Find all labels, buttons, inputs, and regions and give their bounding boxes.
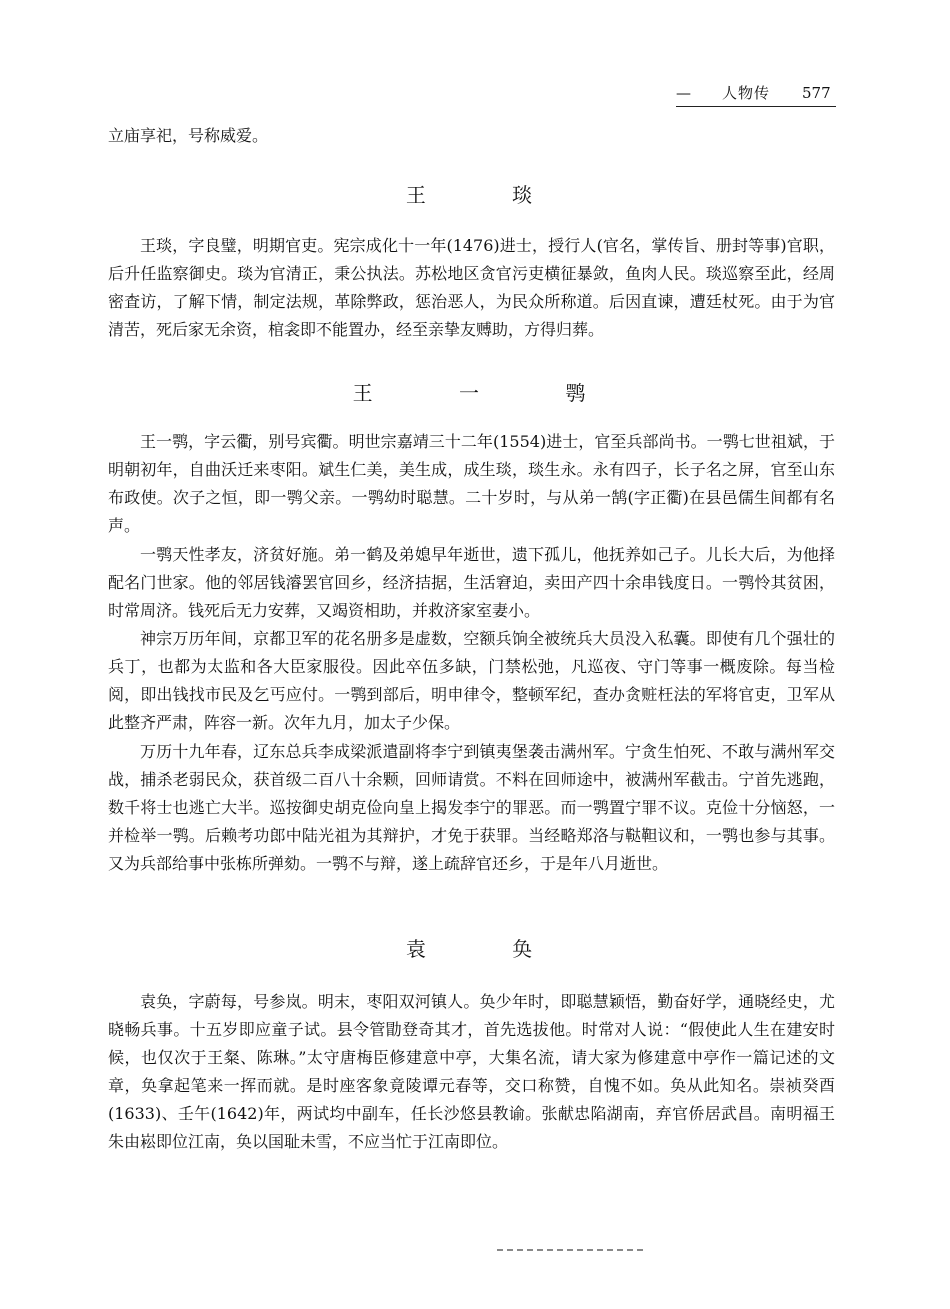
- continued-text: 立庙享祀，号称威爱。: [108, 126, 269, 145]
- section-name: 人物传: [722, 84, 771, 102]
- paragraph: 万历十九年春，辽东总兵李成梁派遣副将李宁到镇夷堡袭击满州军。宁贪生怕死、不敢与满州军交战，捕杀老弱民众，获首级二百八十余颗，回师请赏。不料在回师途中，被满州军截击。宁首先逃跑，数千将士也逃亡大半。巡按御史胡克俭向皇上揭发李宁的罪恶。而一鹗置宁罪不议。克俭十分恼怒，一并检举一鹗。后赖考功郎中陆光祖为其辩护，才免于获罪。当经略郑洛与鞑靼议和，一鹗也参与其事。又为兵部给事中张栋所弹劾。一鹗不与辩，遂上疏辞官还乡，于是年八月逝世。: [108, 742, 835, 873]
- paragraph: 王琰，字良璧，明期官吏。宪宗成化十一年(1476)进士，授行人(官名，掌传旨、册封等事)官职，后升任监察御史。琰为官清正，秉公执法。苏松地区贪官污吏横征暴敛，鱼肉人民。琰巡察至此，经周密査访，了解下情，制定法规，革除弊政，惩治恶人，为民众所称道。后因直谏，遭廷杖死。由于为官清苦，死后家无余资，棺衾即不能置办，经至亲挚友赙助，方得归葬。: [108, 236, 835, 339]
- page-number: 577: [802, 84, 831, 102]
- section-title-yuan-huan: 袁 奂: [405, 937, 573, 961]
- paragraph: 王一鹗，字云衢，别号宾衢。明世宗嘉靖三十二年(1554)进士，官至兵部尚书。一鹗七世祖斌，于明朝初年，自曲沃迁来枣阳。斌生仁美，美生成，成生琰，琰生永。永有四子，长子名之屏，官至山东布政使。次子之恒，即一鹗父亲。一鹗幼时聪慧。二十岁时，与从弟一鹄(字正衢)在县邑儒生间都有名声。: [108, 432, 835, 535]
- section-title-wang-yan: 王 琰: [405, 183, 573, 207]
- running-header: [676, 80, 836, 107]
- paragraph: 袁奂，字蔚每，号参岚。明末，枣阳双河镇人。奂少年时，即聪慧颖悟，勤奋好学，通晓经史，尤晓畅兵事。十五岁即应童子试。县令管勖登奇其才，首先选拔他。时常对人说：“假使此人生在建安时候，也仅次于王粲、陈琳。”太守唐梅臣修建意中亭，大集名流，请大家为修建意中亭作一篇记述的文章，奂拿起笔来一挥而就。是时座客象竟陵谭元春等，交口称赞，自愧不如。奂从此知名。崇祯癸酉(1633)、壬午(1642)年，两试均中副车，任长沙悠县教谕。张献忠陷湖南，弃官侨居武昌。南明福王朱由崧即位江南，奂以国耻未雪，不应当忙于江南即位。: [108, 992, 835, 1151]
- paragraph: 一鹗天性孝友，济贫好施。弟一鹤及弟媳早年逝世，遗下孤儿，他抚养如己子。儿长大后，为他择配名门世家。他的邻居钱濬罢官回乡，经济拮据，生活窘迫，卖田产四十余串钱度日。一鹗怜其贫困，时常周济。钱死后无力安葬，又竭资相助，并救济家室妻小。: [108, 545, 835, 620]
- header-dash: —: [676, 84, 691, 102]
- paragraph: 神宗万历年间，京都卫军的花名册多是虚数，空额兵饷全被统兵大员没入私囊。即使有几个强壮的兵丁，也都为太监和各大臣家服役。因此卒伍多缺，门禁松弛，凡巡夜、守门等事一概废除。每当检阅，即出钱找市民及乞丐应付。一鹗到部后，明申律令，整顿军纪，查办贪赃枉法的军将官吏，卫军从此整齐严肃，阵容一新。次年九月，加太子少保。: [108, 629, 835, 732]
- section-title-wang-yi-e: 王 一 鹗: [352, 381, 626, 405]
- scan-artifact-line: [497, 1249, 647, 1251]
